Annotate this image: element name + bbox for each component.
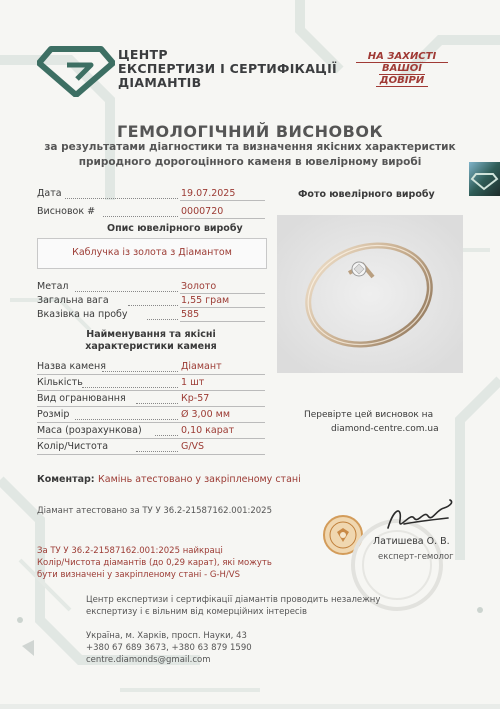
ring-photo	[277, 215, 463, 373]
metal-label: Метал	[37, 281, 69, 292]
color-dots	[136, 451, 178, 452]
hallmark-label: Вказівка на пробу	[37, 309, 128, 320]
color-underline	[37, 454, 265, 455]
address: Україна, м. Харків, просп. Науки, 43	[86, 631, 247, 641]
verify-url[interactable]: diamond-centre.com.ua	[331, 424, 439, 434]
metal-value: Золото	[181, 281, 217, 292]
independence-note-line2: експертизу і є вільним від комерційних інтересів	[86, 607, 307, 617]
ring-image	[277, 215, 463, 373]
comment-value: Камінь атестовано у закріпленому стані	[98, 474, 301, 485]
subtitle-line2: природного дорогоцінного каменя в ювелірному виробі	[78, 156, 422, 168]
item-description-value: Каблучка із золота з Діамантом	[72, 247, 232, 258]
conclusion-number-value: 0000720	[181, 206, 224, 217]
trust-stamp-line1: НА ЗАХИСТІ	[356, 51, 448, 63]
trust-stamp	[356, 51, 448, 87]
verify-text: Перевірте цей висновок на	[304, 410, 434, 420]
size-label: Розмір	[37, 409, 70, 420]
stone-heading-line2: характеристики каменя	[85, 341, 217, 352]
metal-dots	[75, 291, 178, 292]
hallmark-dots	[147, 319, 178, 320]
stone-heading	[37, 329, 265, 353]
standard-note	[37, 545, 272, 581]
gemologist-name: Латишева О. В.	[373, 536, 450, 547]
mass-label: Маса (розрахункова)	[37, 425, 142, 436]
photo-heading: Фото ювелірного виробу	[298, 189, 435, 200]
trust-stamp-line2: ВАШОЇ	[379, 63, 425, 75]
phones: +380 67 689 3673, +380 63 879 1590	[86, 643, 252, 653]
number-underline	[180, 218, 265, 219]
mass-value: 0,10 карат	[181, 425, 235, 436]
date-dots	[65, 198, 178, 199]
comment-label: Коментар:	[37, 474, 95, 485]
standard-note-line1: За ТУ У 36.2-21587162.001:2025 найкраці	[37, 546, 223, 556]
certification-note: Діамант атестовано за ТУ У 36.2-21587162.001:2025	[37, 506, 272, 516]
size-underline	[37, 422, 265, 423]
item-description-box	[37, 238, 267, 269]
total-weight-value: 1,55 грам	[181, 295, 230, 306]
contacts	[86, 630, 252, 666]
diamond-logo-icon	[37, 45, 115, 97]
conclusion-number-label: Висновок #	[37, 206, 96, 217]
logo-title-line1: ЦЕНТР	[118, 47, 168, 62]
color-clarity-value: G/VS	[181, 441, 205, 452]
stone-heading-line1: Найменування та якісні	[86, 329, 216, 340]
independence-note	[86, 594, 380, 618]
size-value: Ø 3,00 мм	[181, 409, 231, 420]
cut-type-value: Кр-57	[181, 393, 210, 404]
logo-title-line3: ДІАМАНТІВ	[118, 75, 202, 90]
weight-dots	[128, 305, 178, 306]
document-title: ГЕМОЛОГІЧНИЙ ВИСНОВОК	[116, 122, 384, 141]
independence-note-line1: Центр експертизи і сертифікації діамантів проводить незалежну	[86, 595, 381, 605]
standard-note-line2: Колір/Чистота діамантів (до 0,29 карат), які можуть	[37, 558, 272, 568]
logo-title-line2: ЕКСПЕРТИЗИ І СЕРТИФІКАЦІЇ	[118, 61, 337, 76]
standard-note-line3: бути визначені у закріпленому стані - G-H/VS	[37, 570, 240, 580]
gemologist-title: експерт-гемолог	[378, 552, 454, 562]
stone-name-label: Назва каменя	[37, 361, 106, 372]
qty-dots	[82, 387, 178, 388]
total-weight-label: Загальна вага	[37, 295, 109, 306]
cut-type-label: Вид огранювання	[37, 393, 126, 404]
hallmark-underline	[180, 321, 265, 322]
date-value: 19.07.2025	[181, 188, 236, 199]
number-dots	[103, 216, 178, 217]
mass-underline	[37, 438, 265, 439]
cut-dots	[136, 403, 178, 404]
subtitle-line1: за результатами діагностики та визначення якісних характеристик	[44, 141, 456, 153]
quantity-value: 1 шт	[181, 377, 205, 388]
qty-underline	[37, 390, 265, 391]
hallmark-value: 585	[181, 309, 200, 320]
color-clarity-label: Колір/Чистота	[37, 441, 109, 452]
weight-underline	[180, 307, 265, 308]
quantity-label: Кількість	[37, 377, 83, 388]
hologram-icon	[469, 162, 500, 196]
signature-image	[384, 498, 456, 538]
stone-name-value: Діамант	[181, 361, 222, 372]
date-label: Дата	[37, 188, 62, 199]
size-dots	[75, 419, 178, 420]
stone-name-underline	[37, 374, 265, 375]
email[interactable]: centre.diamonds@gmail.com	[86, 655, 211, 665]
trust-stamp-line3: ДОВІРИ	[376, 75, 428, 87]
item-description-heading: Опис ювелірного виробу	[107, 223, 243, 234]
cut-underline	[37, 406, 265, 407]
mass-dots	[155, 435, 178, 436]
metal-underline	[180, 293, 265, 294]
stone-name-dots	[102, 371, 178, 372]
date-underline	[180, 200, 265, 201]
